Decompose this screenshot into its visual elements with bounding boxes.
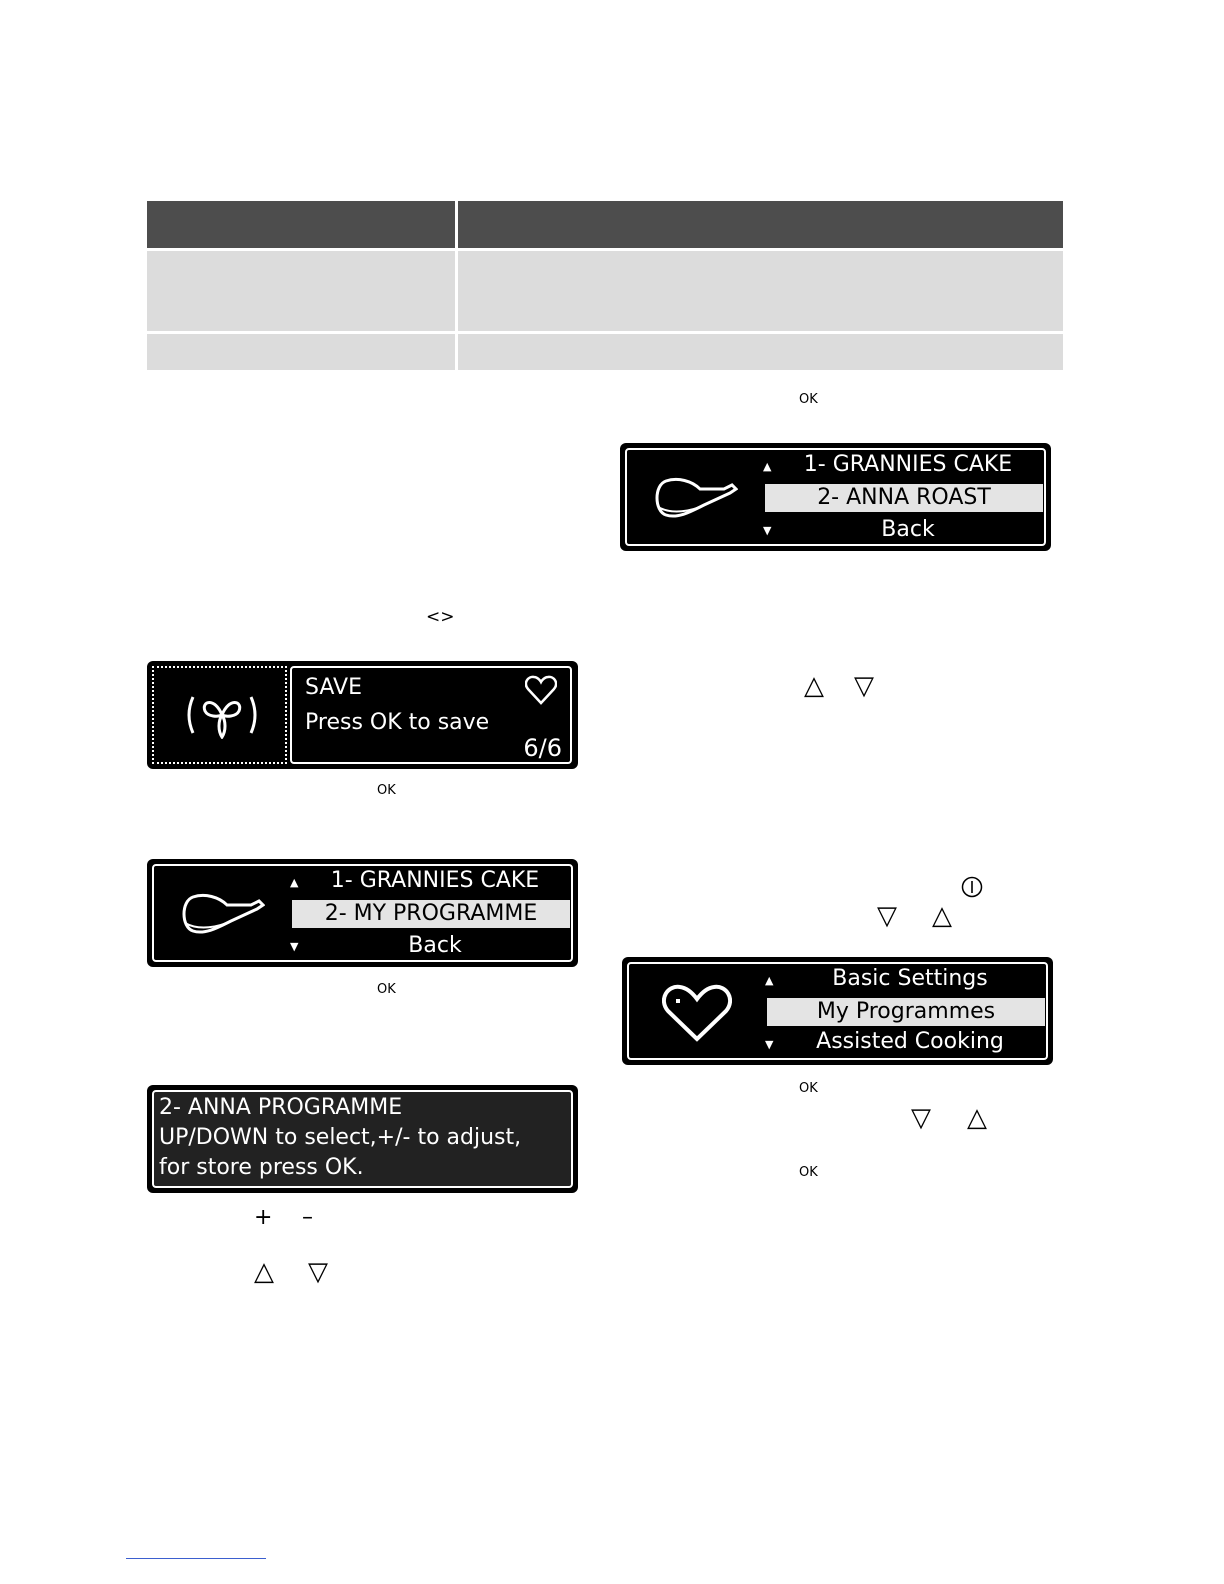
- display-main-menu: [622, 957, 1053, 1065]
- ok-label: OK: [799, 392, 818, 407]
- scroll-up-icon: ▲: [765, 974, 774, 987]
- table-row: [458, 251, 1063, 331]
- power-icon: [961, 876, 983, 902]
- scroll-up-icon: ▲: [763, 460, 772, 473]
- table-row: [458, 334, 1063, 370]
- down-triangle-icon: ▽: [308, 1257, 328, 1287]
- up-triangle-icon: △: [932, 901, 952, 931]
- display-rename: [147, 1085, 578, 1193]
- ok-label: OK: [377, 982, 396, 997]
- save-counter: 6/6: [523, 734, 562, 762]
- list-item-back[interactable]: Back: [408, 933, 462, 958]
- save-instruction: Press OK to save: [305, 710, 490, 735]
- save-title: SAVE: [305, 675, 362, 700]
- ok-label: OK: [799, 1081, 818, 1096]
- roast-meat-icon: [652, 471, 738, 527]
- table-row: [147, 334, 455, 370]
- list-item-selected[interactable]: 2- MY PROGRAMME: [292, 900, 570, 928]
- up-triangle-icon: △: [804, 671, 824, 701]
- down-triangle-icon: ▽: [854, 671, 874, 701]
- scroll-up-icon: ▲: [290, 876, 299, 889]
- table-header-col1: [147, 201, 455, 248]
- heart-icon: [662, 983, 732, 1047]
- display-program-list-renamed: [620, 443, 1051, 551]
- footer-link-line: [126, 1558, 266, 1559]
- ok-label: OK: [377, 783, 396, 798]
- scroll-down-icon: ▼: [763, 524, 772, 537]
- scroll-down-icon: ▼: [765, 1038, 774, 1051]
- nav-arrows-label: <>: [426, 607, 455, 627]
- ok-label: OK: [799, 1165, 818, 1180]
- menu-item[interactable]: Basic Settings: [832, 966, 988, 991]
- scroll-down-icon: ▼: [290, 940, 299, 953]
- table-header-col2: [458, 201, 1063, 248]
- list-item-selected[interactable]: 2- ANNA ROAST: [765, 484, 1043, 512]
- heart-icon: [525, 675, 557, 709]
- minus-symbol: –: [302, 1205, 313, 1230]
- list-item[interactable]: 1- GRANNIES CAKE: [803, 452, 1013, 477]
- down-triangle-icon: ▽: [911, 1103, 931, 1133]
- down-triangle-icon: ▽: [877, 901, 897, 931]
- table-row: [147, 251, 455, 331]
- fan-icon: [185, 691, 259, 743]
- up-triangle-icon: △: [254, 1257, 274, 1287]
- rename-title: 2- ANNA PROGRAMME: [159, 1095, 403, 1120]
- display-save: [147, 661, 578, 769]
- list-item[interactable]: 1- GRANNIES CAKE: [330, 868, 540, 893]
- display-program-list: [147, 859, 578, 967]
- menu-item[interactable]: Assisted Cooking: [816, 1029, 1004, 1054]
- up-triangle-icon: △: [967, 1103, 987, 1133]
- menu-item-selected[interactable]: My Programmes: [767, 998, 1045, 1026]
- plus-symbol: +: [254, 1205, 273, 1230]
- rename-instruction: for store press OK.: [159, 1155, 364, 1180]
- roast-meat-icon: [179, 887, 265, 943]
- rename-instruction: UP/DOWN to select,+/- to adjust,: [159, 1125, 522, 1150]
- list-item-back[interactable]: Back: [881, 517, 935, 542]
